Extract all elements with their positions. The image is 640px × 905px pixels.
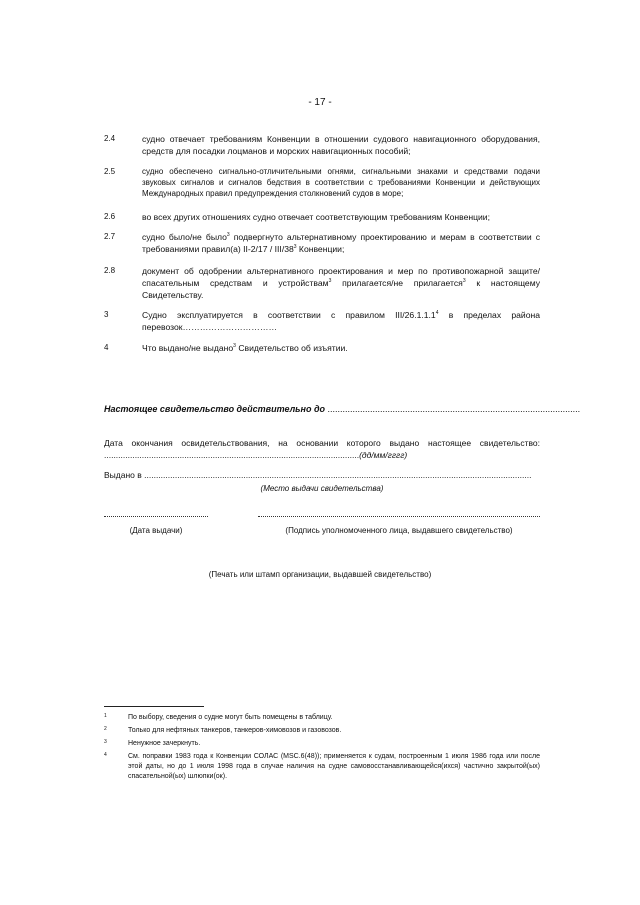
item-4	[104, 342, 540, 354]
survey-text: Дата окончания освидетельствования, на основании которого выдано настоящее свидетельство: ............................................................................................................	[104, 438, 540, 460]
item-text: документ об одобрении альтернативного проектирования и мер по противопожарной защите/спасательным средствам и устройствам$^3$ прилагается/не прилагается$^3$ к настоящему Свидетельству.	[142, 266, 541, 300]
item-text: судно отвечает требованиям Конвенции в отношении судового навигационного оборудования, средств для посадки лоцманов и морских навигационных пособий;	[142, 134, 540, 156]
item-number: 4	[104, 343, 109, 352]
validity-line	[104, 404, 581, 414]
footnote-2	[104, 726, 540, 736]
footnote-3	[104, 739, 540, 749]
item-text: Что выдано/не выдано$^3$ Свидетельство об изъятии.	[142, 343, 348, 353]
item-number: 2.8	[104, 266, 116, 275]
footnote-divider	[104, 706, 204, 707]
footnote-text: Ненужное зачеркнуть.	[128, 740, 201, 747]
validity-dots: .....................................................................................................	[327, 404, 581, 414]
footnote-1	[104, 713, 540, 723]
item-number: 2.4	[104, 134, 116, 143]
item-2-8	[104, 265, 540, 301]
issued-label: Выдано в	[104, 470, 142, 480]
issued-at-line	[104, 470, 540, 480]
signature-line	[258, 516, 540, 517]
footnote-text: Только для нефтяных танкеров, танкеров-химовозов и газовозов.	[128, 727, 342, 734]
footnote-4	[104, 752, 540, 782]
footnote-text: По выбору, сведения о судне могут быть помещены в таблицу.	[128, 714, 333, 721]
date-format: (дд/мм/гггг)	[359, 450, 408, 460]
validity-label: Настоящее свидетельство действительно до	[104, 404, 326, 414]
item-text: во всех других отношениях судно отвечает соответствующим требованиям Конвенции;	[142, 212, 490, 222]
item-2-6	[104, 211, 540, 223]
page-number: - 17 -	[308, 97, 332, 108]
footnote-number: 1	[104, 713, 107, 719]
item-2-7	[104, 231, 540, 255]
footnote-number: 3	[104, 739, 107, 745]
place-caption: (Место выдачи свидетельства)	[260, 484, 384, 493]
item-number: 2.5	[104, 167, 116, 176]
item-text: судно было/не было$^3$ подвергнуто альтернативному проектированию и мерам в соответствии с требованиями правил(а) II-2/17 / III/$38^3$ Конвенции;	[142, 232, 540, 254]
footnote-number: 4	[104, 752, 107, 758]
item-number: 2.7	[104, 232, 116, 241]
issued-dots: ....................................................................................................................................................................	[144, 470, 532, 480]
item-number: 2.6	[104, 212, 116, 221]
date-signature-line	[104, 516, 208, 517]
survey-completion-line	[104, 437, 540, 461]
item-text: Судно эксплуатируется в соответствии с правилом III/26.1.1.1$^4$ в пределах района перевозок……………………………	[142, 310, 541, 332]
date-caption: (Дата выдачи)	[129, 526, 183, 535]
seal-caption: (Печать или штамп организации, выдавшей свидетельство)	[208, 570, 432, 579]
item-text: судно обеспечено сигнально-отличительными огнями, сигнальными знаками и средствами подачи звуковых сигналов и сигналов бедствия в соответствии с требованиями Конвенции и действующих Международных правил предупреждения столкновений судов в море;	[142, 167, 540, 198]
footnote-number: 2	[104, 726, 107, 732]
item-2-4	[104, 133, 540, 157]
signature-caption: (Подпись уполномоченного лица, выдавшего свидетельство)	[285, 526, 513, 535]
item-3	[104, 309, 540, 333]
item-number: 3	[104, 310, 109, 319]
footnote-text: См. поправки 1983 года к Конвенции СОЛАС (MSC.6(48)); применяется к судам, построенным 1 июля 1986 года или после этой даты, но до 1 июля 1998 года в случае наличия на судне самовосстанавливающейся(ихся) частично закрытой(ых) спасательной(ых) шлюпки(ок).	[128, 753, 540, 780]
item-2-5	[104, 166, 540, 199]
